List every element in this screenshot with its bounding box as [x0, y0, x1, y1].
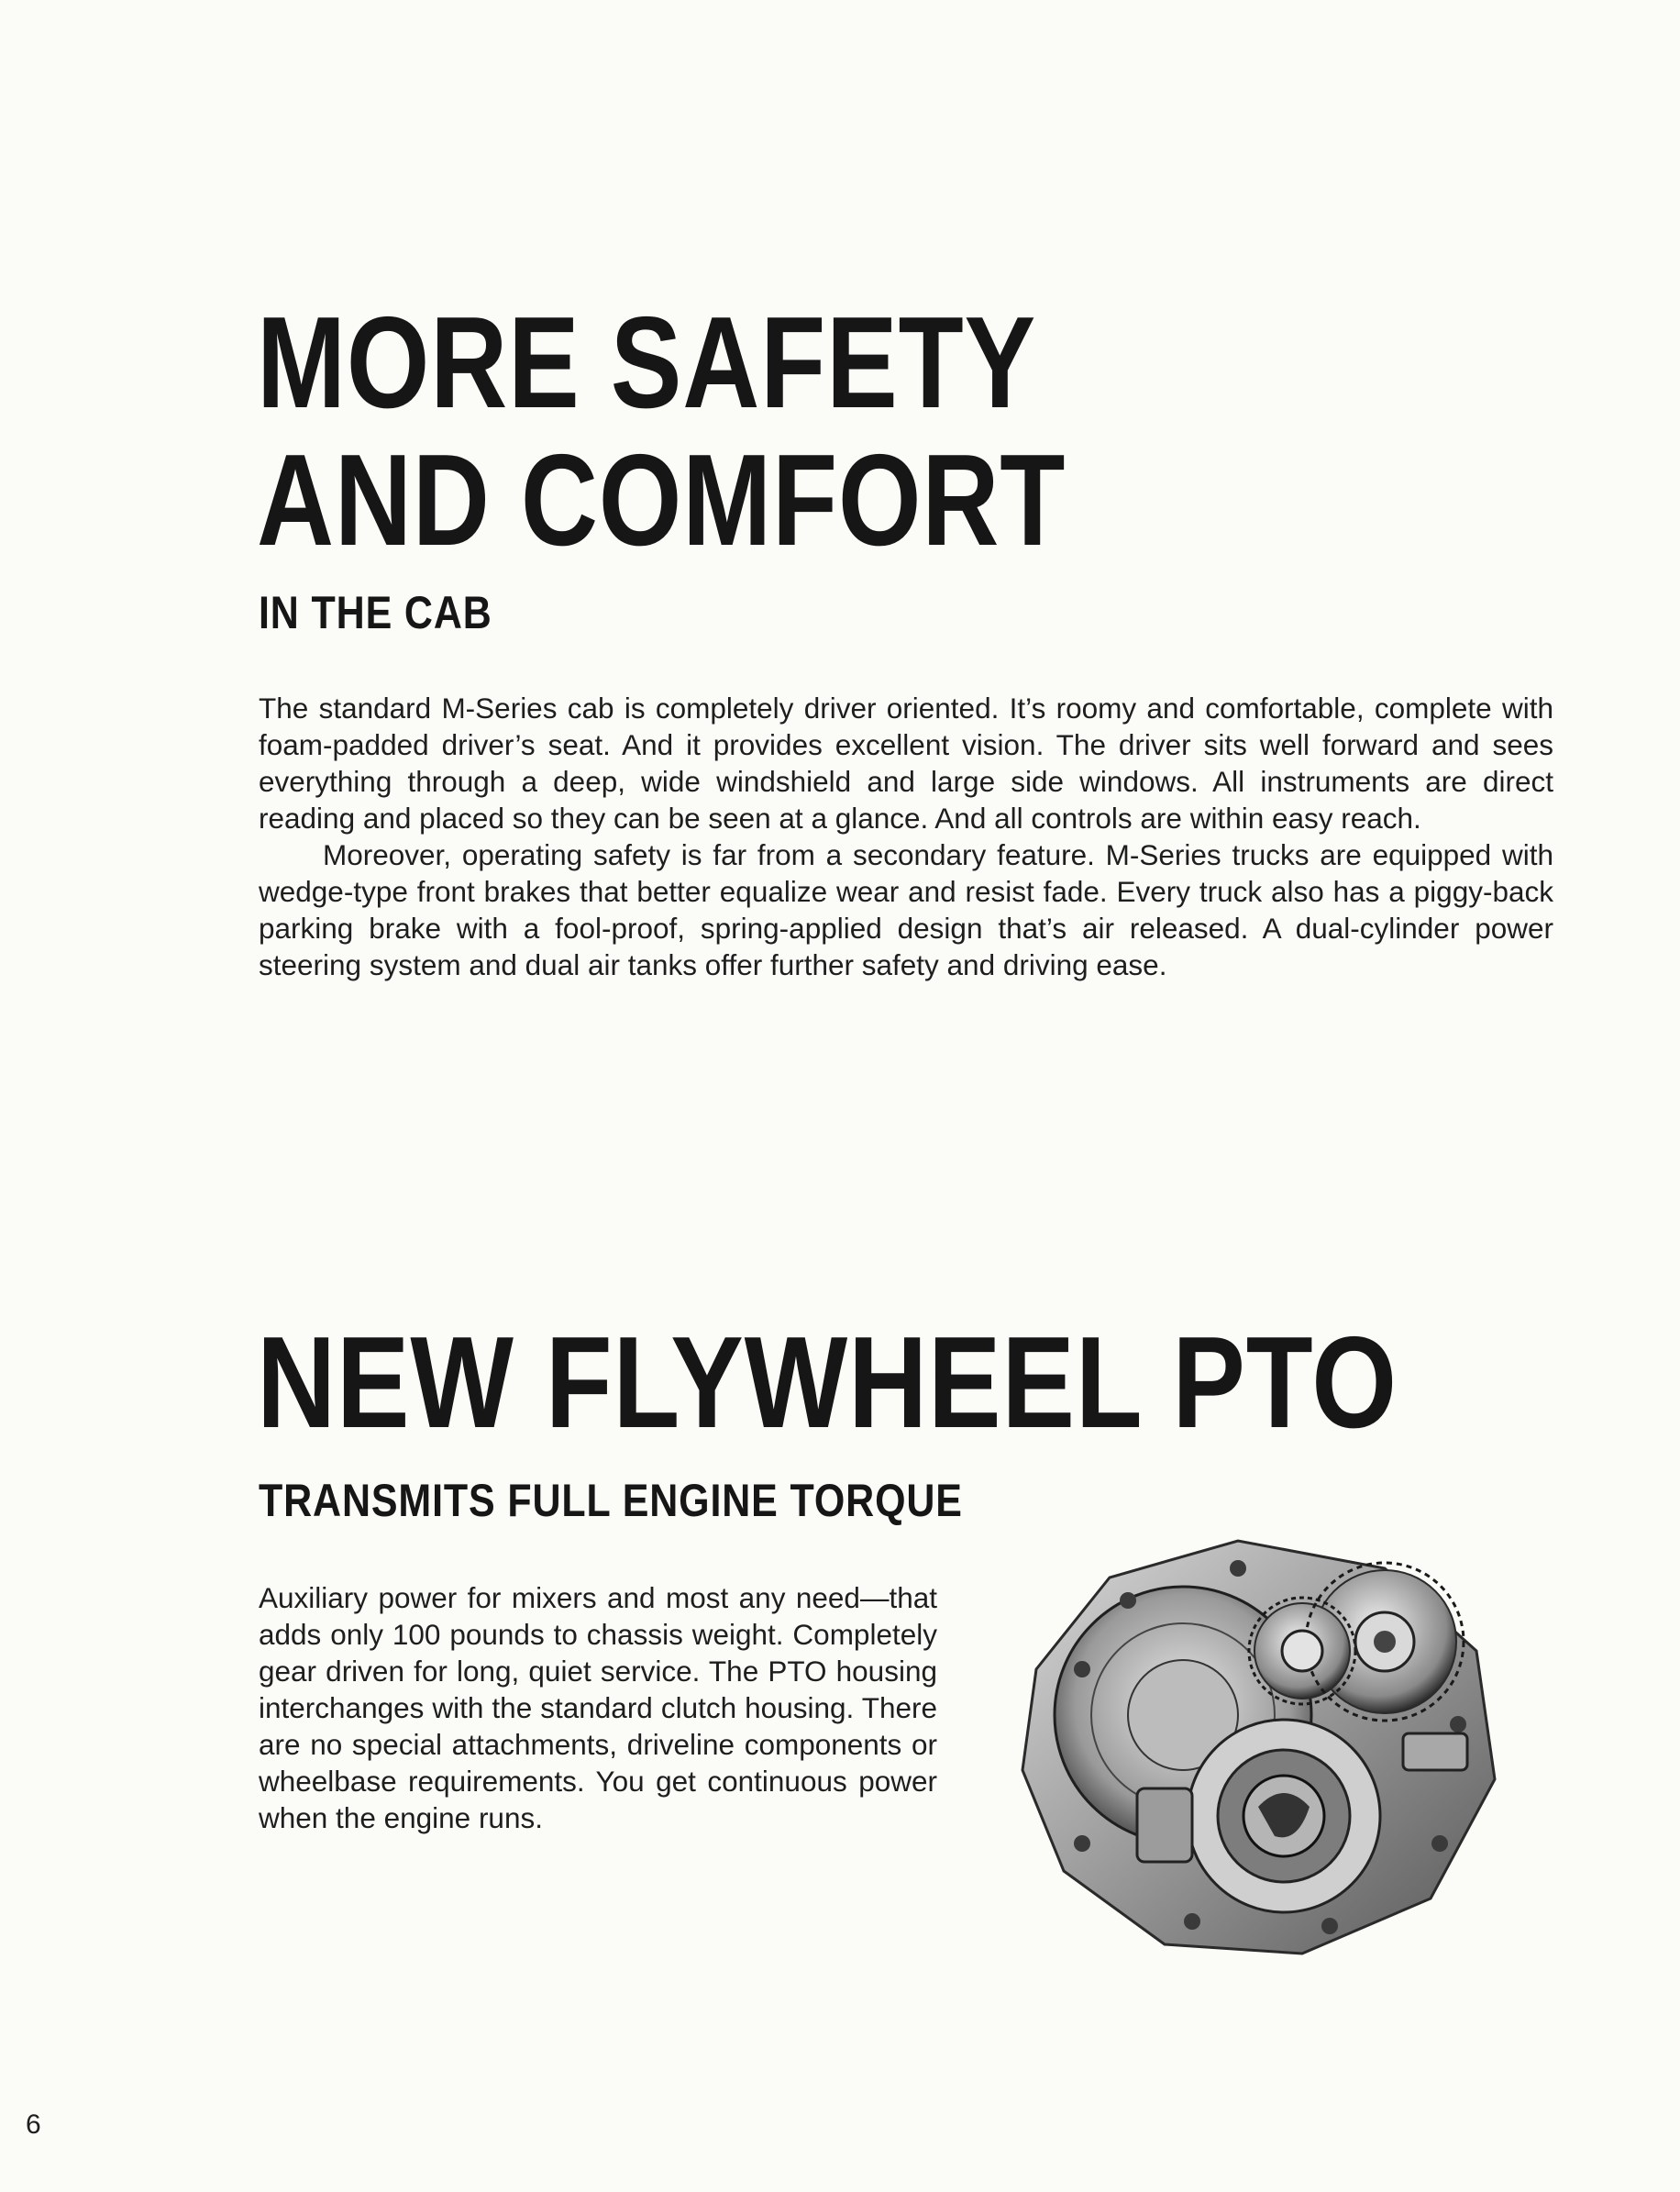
safety-subheadline: IN THE CAB	[259, 587, 492, 638]
pto-headline: NEW FLYWHEEL PTO	[257, 1310, 1398, 1456]
safety-body	[259, 690, 1553, 983]
safety-paragraph-2: Moreover, operating safety is far from a secondary feature. M-Series trucks are equipped with wedge-type front brakes that better equalize wear and resist fade. Every truck also has a piggy-back parking brake with a fool-proof, spring-applied design that’s air released. A dual-cylinder power steering system and dual air tanks offer further safety and driving ease.	[259, 838, 1553, 981]
pto-paragraph: Auxiliary power for mixers and most any need—that adds only 100 pounds to chassis weight. Completely gear driven for long, quiet service. The PTO housing interchanges with the standard clutch housing. There are no special attachments, driveline components or wheelbase requirements. You get continuous power when the engine runs.	[259, 1581, 937, 1834]
safety-paragraph-1: The standard M-Series cab is completely driver oriented. It’s roomy and comfortable, complete with foam-padded driver’s seat. And it provides excellent vision. The driver sits well forward and sees everything through a deep, wide windshield and large side windows. All instruments are direct reading and placed so they can be seen at a glance. And all controls are within easy reach.	[259, 692, 1553, 835]
safety-headline-line1: MORE SAFETY	[257, 290, 1037, 436]
pto-gear-housing-illustration	[1000, 1513, 1513, 1972]
safety-headline-line2: AND COMFORT	[257, 427, 1067, 573]
pto-subheadline: TRANSMITS FULL ENGINE TORQUE	[259, 1475, 963, 1526]
pto-body	[259, 1579, 937, 1836]
page-number: 6	[26, 2109, 41, 2140]
